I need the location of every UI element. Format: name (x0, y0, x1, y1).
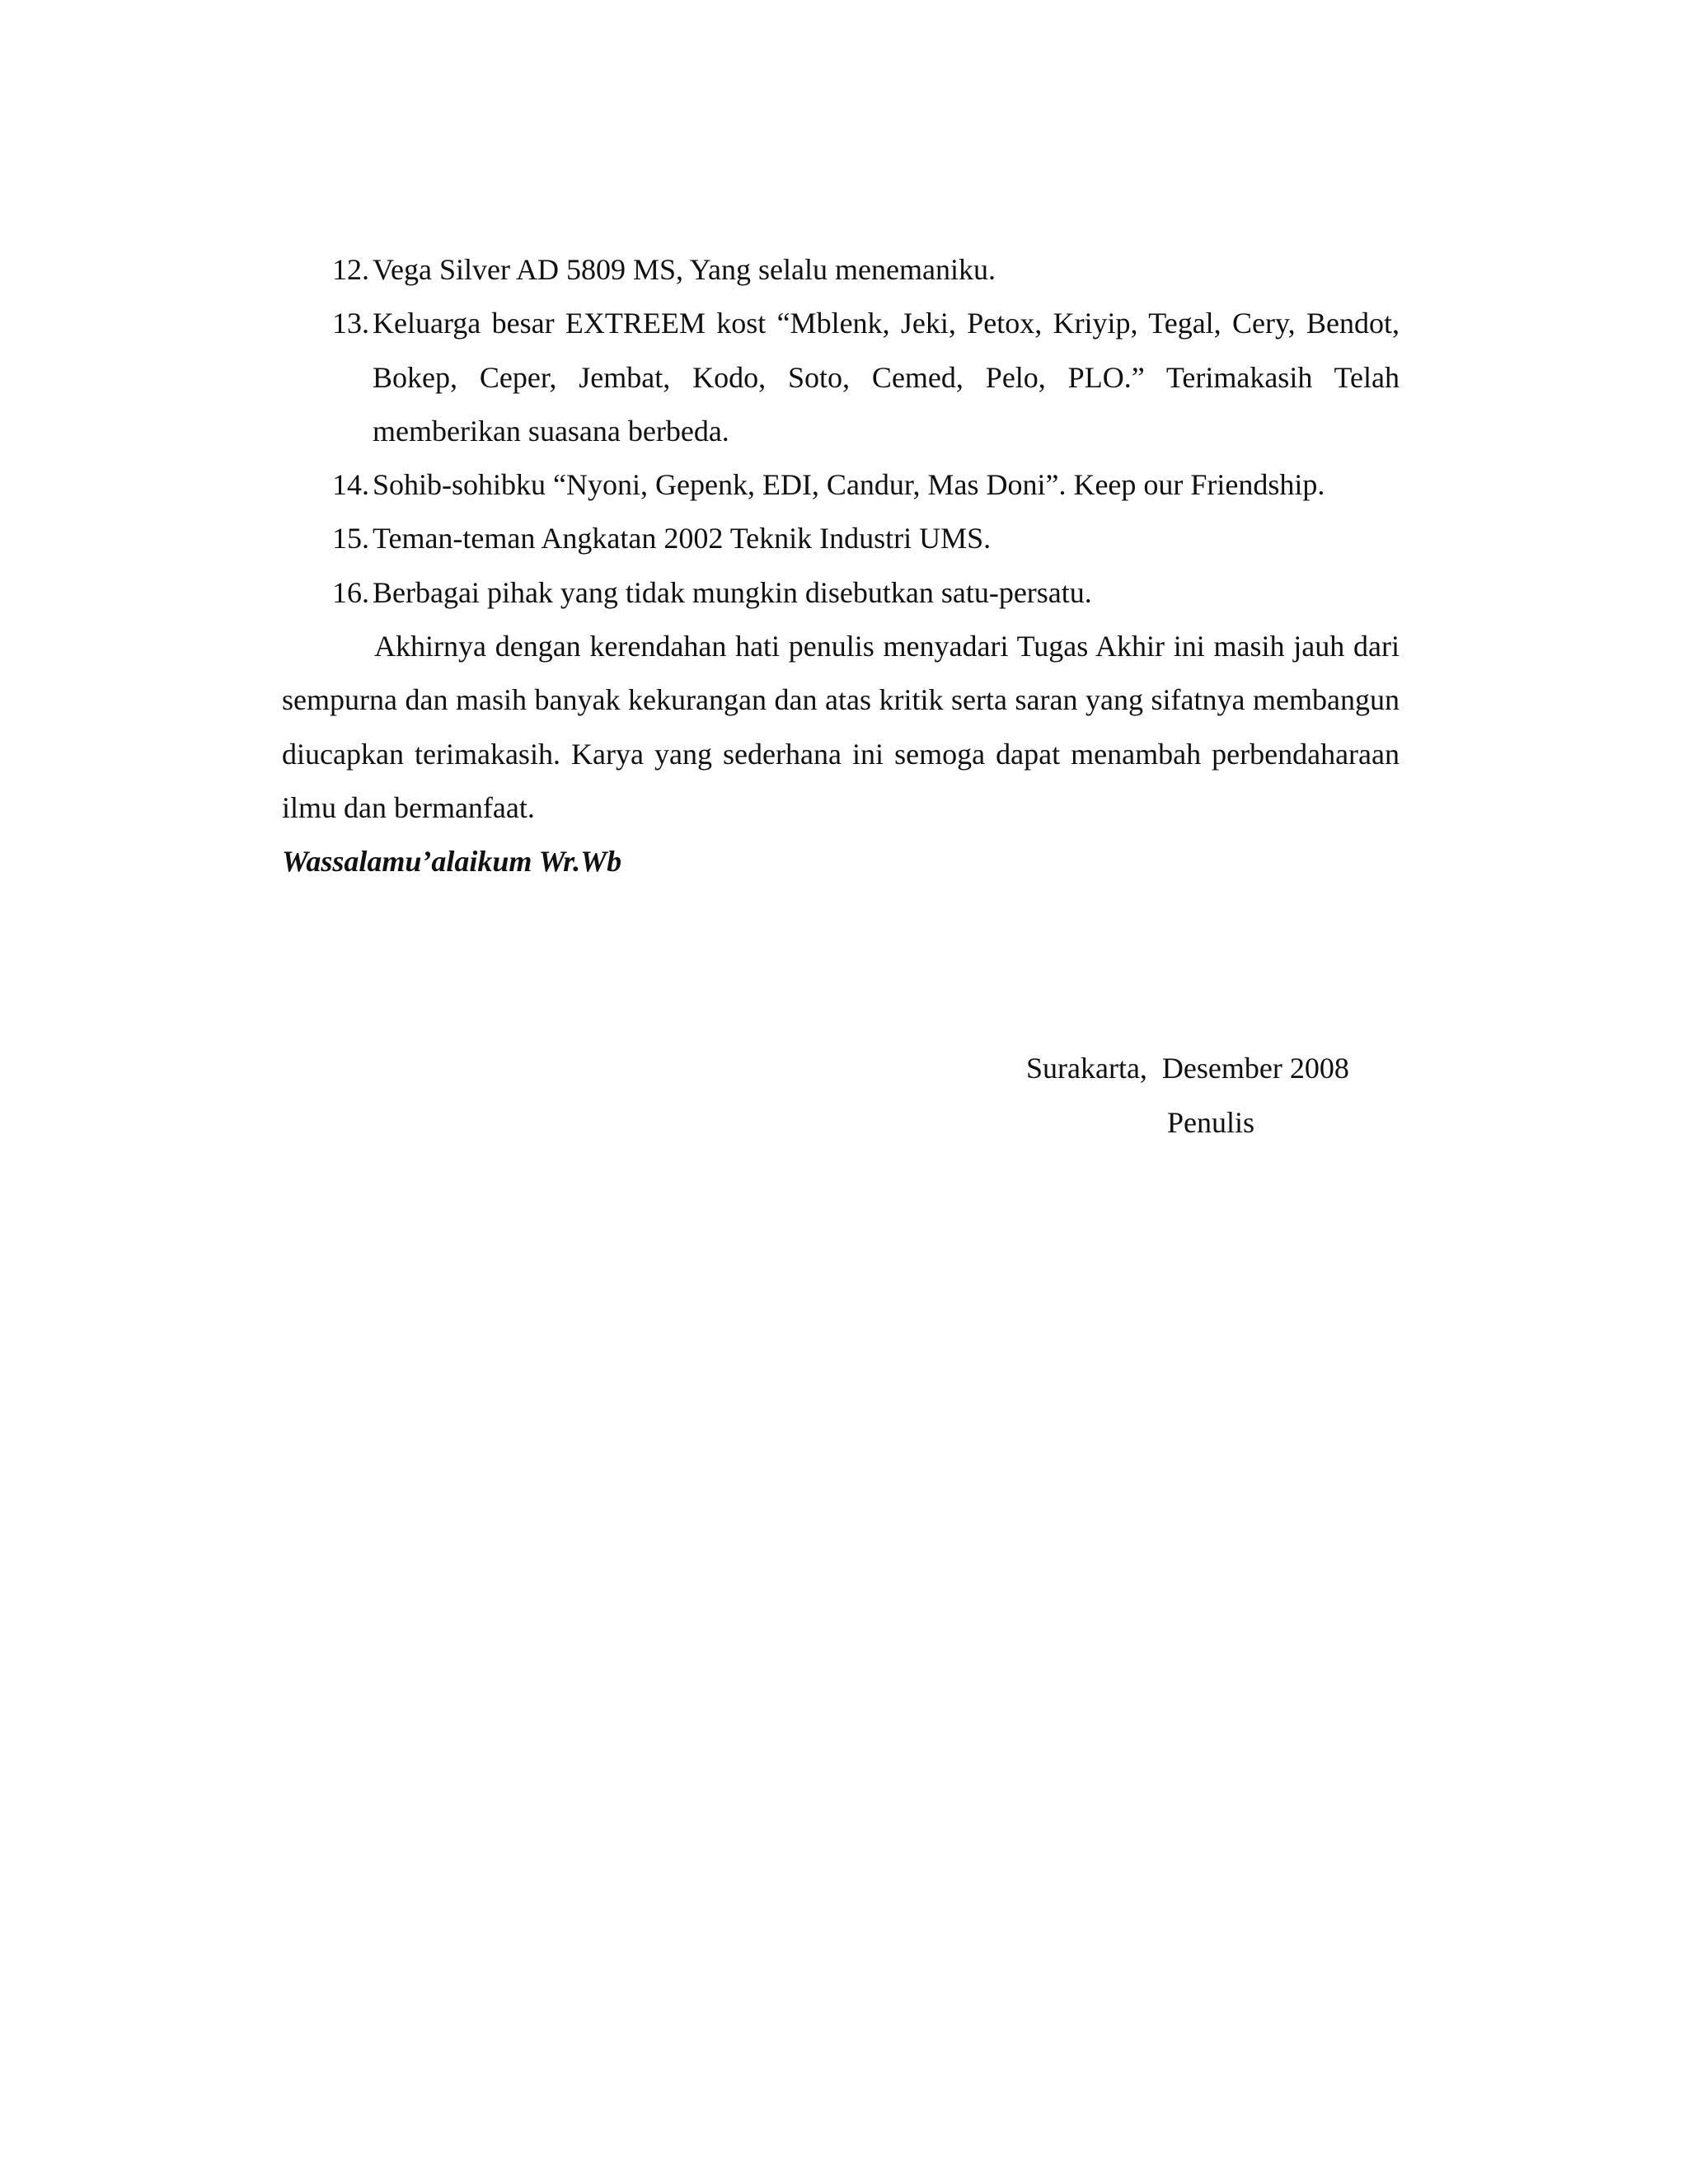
closing-salutation: Wassalamu’alaikum Wr.Wb (282, 845, 622, 879)
list-item-text: Teman-teman Angkatan 2002 Teknik Industri UMS. (373, 522, 992, 555)
signature-author: Penulis (1167, 1106, 1255, 1139)
list-item-text: Sohib-sohibku “Nyoni, Gepenk, EDI, Candur, Mas Doni”. Keep our Friendship. (373, 468, 1325, 502)
list-item-text: Keluarga besar EXTREEM kost “Mblenk, Jeki, Petox, Kriyip, Tegal, Cery, Bendot, Bokep, Ceper, Jembat, Kodo, Soto, Cemed, Pelo, PLO.” Terimakasih Telah memberikan suasana berbeda. (373, 307, 1400, 448)
list-item-number: 15. (332, 522, 369, 555)
list-item-number: 16. (332, 575, 369, 609)
document-body (282, 243, 1400, 889)
list-item (282, 243, 1400, 297)
list-item-number: 13. (332, 307, 369, 340)
list-item-number: 14. (332, 468, 369, 502)
closing-paragraph: Akhirnya dengan kerendahan hati penulis menyadari Tugas Akhir ini masih jauh dari sempurna dan masih banyak kekurangan dan atas kritik serta saran yang sifatnya membangun diucapkan terimakasih. Karya yang sederhana ini semoga dapat menambah perbendaharaan ilmu dan bermanfaat. (282, 630, 1400, 824)
list-item-text: Berbagai pihak yang tidak mungkin disebutkan satu-persatu. (373, 575, 1092, 609)
list-item (282, 512, 1400, 565)
list-item-text: Vega Silver AD 5809 MS, Yang selalu menemaniku. (373, 253, 996, 286)
list-item (282, 458, 1400, 512)
signature-place-date: Surakarta, Desember 2008 (1026, 1052, 1349, 1085)
list-item (282, 566, 1400, 620)
list-item (282, 297, 1400, 458)
list-item-number: 12. (332, 253, 369, 286)
